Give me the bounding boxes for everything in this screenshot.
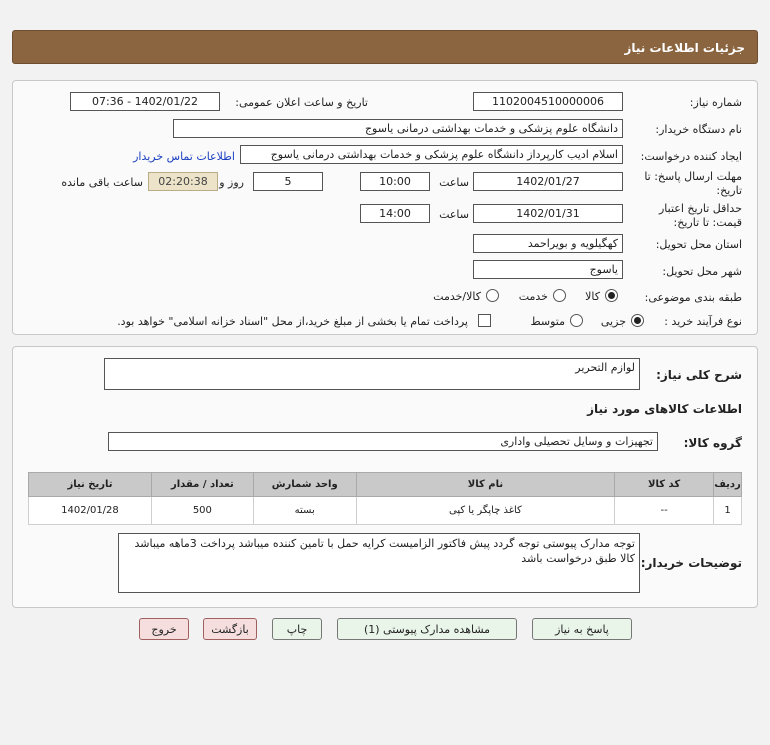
province-label: استان محل تحویل: xyxy=(655,238,742,251)
deadline-time-label: ساعت xyxy=(439,176,469,189)
process-medium-radio[interactable] xyxy=(570,314,583,327)
days-label: روز و xyxy=(219,176,244,189)
goods-table-header xyxy=(29,473,742,497)
cell-row: 1 xyxy=(714,497,742,525)
requester-field: اسلام ادیب کارپرداز دانشگاه علوم پزشکی و خدمات بهداشتی درمانی یاسوج xyxy=(240,145,623,164)
back-button[interactable]: بازگشت xyxy=(203,618,257,640)
requester-label: ایجاد کننده درخواست: xyxy=(640,150,742,163)
view-attachments-button[interactable]: مشاهده مدارک پیوستی (1) xyxy=(337,618,517,640)
process-label: نوع فرآیند خرید : xyxy=(664,315,742,328)
category-goods-radio[interactable] xyxy=(605,289,618,302)
validity-label-line2: قیمت: تا تاریخ: xyxy=(673,216,742,229)
goods-group-label: گروه کالا: xyxy=(683,436,742,450)
exit-button[interactable]: خروج xyxy=(139,618,189,640)
summary-field: لوازم التحریر xyxy=(104,358,640,390)
cell-need-date: 1402/01/28 xyxy=(29,497,152,525)
cell-code: -- xyxy=(615,497,714,525)
col-need-date: تاریخ نیاز xyxy=(29,473,152,497)
buyer-notes-label: توضیحات خریدار: xyxy=(640,556,742,570)
col-unit: واحد شمارش xyxy=(253,473,356,497)
table-row xyxy=(29,497,742,525)
days-field: 5 xyxy=(253,172,323,191)
reply-button[interactable]: پاسخ به نیاز xyxy=(532,618,632,640)
city-label: شهر محل تحویل: xyxy=(662,265,742,278)
province-field: کهگیلویه و بویراحمد xyxy=(473,234,623,253)
city-field: یاسوج xyxy=(473,260,623,279)
col-name: نام کالا xyxy=(356,473,615,497)
validity-time-label: ساعت xyxy=(439,208,469,221)
validity-time-field: 14:00 xyxy=(360,204,430,223)
buyer-org-label: نام دستگاه خریدار: xyxy=(655,123,742,136)
buyer-notes-field: توجه مدارک پیوستی توجه گردد پیش فاکتور الزامیست کرایه حمل با تامین کننده میباشد پرداخت 3ماهه میباشد کالا طبق درخواست باشد xyxy=(118,533,640,593)
category-both-label: کالا/خدمت xyxy=(433,290,481,303)
col-quantity: تعداد / مقدار xyxy=(151,473,253,497)
treasury-checkbox[interactable] xyxy=(478,314,491,327)
category-goods-label: کالا xyxy=(585,290,600,303)
process-medium-label: متوسط xyxy=(530,315,565,328)
validity-label-line1: حداقل تاریخ اعتبار xyxy=(658,202,742,215)
print-button[interactable]: چاپ xyxy=(272,618,322,640)
goods-group-field: تجهیزات و وسایل تحصیلی واداری xyxy=(108,432,658,451)
buyer-org-field: دانشگاه علوم پزشکی و خدمات بهداشتی درمانی یاسوج xyxy=(173,119,623,138)
remaining-timer: 02:20:38 xyxy=(148,172,218,191)
summary-label: شرح کلی نیاز: xyxy=(656,368,742,382)
validity-date-field: 1402/01/31 xyxy=(473,204,623,223)
announce-label: تاریخ و ساعت اعلان عمومی: xyxy=(235,96,368,109)
process-partial-label: جزیی xyxy=(600,315,626,328)
page-title: جزئیات اطلاعات نیاز xyxy=(624,41,745,55)
category-label: طبقه بندی موضوعی: xyxy=(644,291,742,304)
need-number-label: شماره نیاز: xyxy=(689,96,742,109)
deadline-label-line1: مهلت ارسال پاسخ: تا xyxy=(644,170,742,183)
goods-table xyxy=(28,472,742,525)
page-header xyxy=(12,30,758,64)
remaining-label: ساعت باقی مانده xyxy=(61,176,143,189)
category-both-radio[interactable] xyxy=(486,289,499,302)
process-partial-radio[interactable] xyxy=(631,314,644,327)
category-service-label: خدمت xyxy=(518,290,548,303)
category-service-radio[interactable] xyxy=(553,289,566,302)
deadline-time-field: 10:00 xyxy=(360,172,430,191)
col-code: کد کالا xyxy=(615,473,714,497)
announce-field: 1402/01/22 - 07:36 xyxy=(70,92,220,111)
need-number-field: 1102004510000006 xyxy=(473,92,623,111)
cell-name: کاغذ چاپگر یا کپی xyxy=(356,497,615,525)
buyer-contact-link[interactable]: اطلاعات تماس خریدار xyxy=(133,150,235,163)
cell-quantity: 500 xyxy=(151,497,253,525)
treasury-text: پرداخت تمام یا بخشی از مبلغ خرید،از محل "اسناد خزانه اسلامی" خواهد بود. xyxy=(117,315,468,328)
cell-unit: بسته xyxy=(253,497,356,525)
col-row: ردیف xyxy=(714,473,742,497)
goods-info-heading: اطلاعات کالاهای مورد نیاز xyxy=(587,402,742,416)
deadline-label-line2: تاریخ: xyxy=(716,184,742,197)
deadline-date-field: 1402/01/27 xyxy=(473,172,623,191)
